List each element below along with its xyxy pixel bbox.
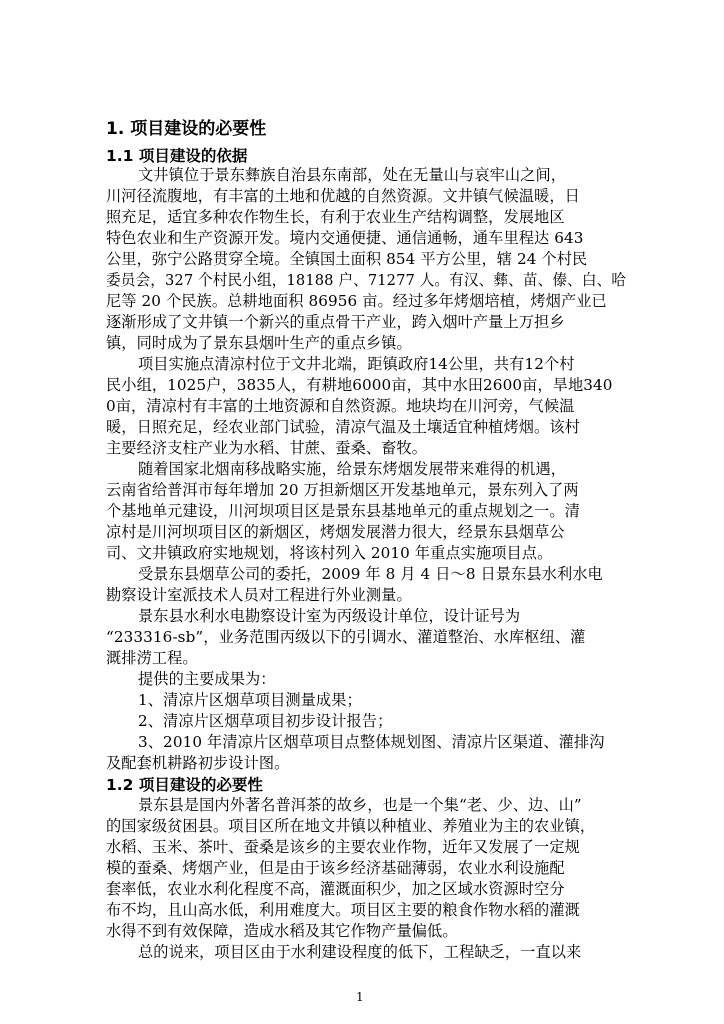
paragraph-line: 提供的主要成果为： xyxy=(138,670,276,688)
paragraph-line: 布不均，且山高水低，利用难度大。项目区主要的粮食作物水稻的灌溉 xyxy=(106,901,580,919)
paragraph-line: 云南省给普洱市每年增加 20 万担新烟区开发基地单元，景东列入了两 xyxy=(106,481,579,499)
paragraph-line: “233316-sb”，业务范围丙级以下的引调水、灌道整治、水库枢纽、灌 xyxy=(106,628,586,646)
paragraph-line: 尼等 20 个民族。总耕地面积 86956 亩。经过多年烤烟培植，烤烟产业已 xyxy=(106,292,607,310)
paragraph-line: 项目实施点清凉村位于文井北端，距镇政府14公里，共有12个村 xyxy=(138,355,575,373)
paragraph-line: 公里，弥宁公路贯穿全境。全镇国土面积 854 平方公里，辖 24 个村民 xyxy=(106,250,588,268)
paragraph-line: 川河径流腹地，有丰富的土地和优越的自然资源。文井镇气候温暖，日 xyxy=(106,187,580,205)
paragraph-line: 个基地单元建设，川河坝项目区是景东县基地单元的重点规划之一。清 xyxy=(106,502,580,520)
list-item: 1、清凉片区烟草项目测量成果； xyxy=(138,691,362,709)
paragraph-line: 模的蚕桑、烤烟产业，但是由于该乡经济基础薄弱，农业水利设施配 xyxy=(106,859,565,877)
list-item: 3、2010 年清凉片区烟草项目点整体规划图、清凉片区渠道、灌排沟 xyxy=(138,733,605,751)
paragraph-line: 景东县水利水电勘察设计室为丙级设计单位，设计证号为 xyxy=(138,607,521,625)
paragraph-line: 主要经济支柱产业为水稻、甘蔗、蚕桑、畜牧。 xyxy=(106,439,428,457)
paragraph-line: 委员会，327 个村民小组，18188 户、71277 人。有汉、彝、苗、傣、白、哈 xyxy=(106,271,627,289)
paragraph-line: 暖，日照充足，经农业部门试验，清凉气温及土壤适宜种植烤烟。该村 xyxy=(106,418,580,436)
section-heading-1-1: 1.1 项目建设的依据 xyxy=(106,147,248,165)
paragraph-line: 随着国家北烟南移战略实施，给景东烤烟发展带来难得的机遇， xyxy=(138,460,567,478)
paragraph-line: 水稻、玉米、茶叶、蚕桑是该乡的主要农业作物，近年又发展了一定规 xyxy=(106,838,580,856)
paragraph-line: 景东县是国内外著名普洱茶的故乡，也是一个集“老、少、边、山” xyxy=(138,796,582,814)
paragraph-line: 水得不到有效保障，造成水稻及其它作物产量偏低。 xyxy=(106,922,458,940)
section-heading-1-2: 1.2 项目建设的必要性 xyxy=(106,776,263,794)
paragraph-line: 0亩，清凉村有丰富的土地资源和自然资源。地块均在川河旁，气候温 xyxy=(106,397,575,415)
paragraph-line: 逐渐形成了文井镇一个新兴的重点骨干产业，跨入烟叶产量上万担乡 xyxy=(106,313,565,331)
paragraph-line: 总的说来，项目区由于水利建设程度的低下，工程缺乏，一直以来 xyxy=(138,943,582,961)
paragraph-line: 勘察设计室派技术人员对工程进行外业测量。 xyxy=(106,586,412,604)
paragraph-line: 溉排涝工程。 xyxy=(106,649,198,667)
list-item: 2、清凉片区烟草项目初步设计报告； xyxy=(138,712,393,730)
page-number: 1 xyxy=(356,990,364,1004)
chapter-heading: 1. 项目建设的必要性 xyxy=(106,119,267,139)
paragraph-line: 司、文井镇政府实地规划，将该村列入 2010 年重点实施项目点。 xyxy=(106,544,553,562)
paragraph-line: 凉村是川河坝项目区的新烟区，烤烟发展潜力很大，经景东县烟草公 xyxy=(106,523,565,541)
paragraph-line: 照充足，适宜多种农作物生长，有利于农业生产结构调整，发展地区 xyxy=(106,208,565,226)
paragraph-line: 及配套机耕路初步设计图。 xyxy=(106,754,290,772)
paragraph-line: 的国家级贫困县。项目区所在地文井镇以种植业、养殖业为主的农业镇， xyxy=(106,817,596,835)
paragraph-line: 文井镇位于景东彝族自治县东南部，处在无量山与哀牢山之间， xyxy=(138,166,567,184)
paragraph-line: 特色农业和生产资源开发。境内交通便捷、通信通畅，通车里程达 643 xyxy=(106,229,584,247)
paragraph-line: 受景东县烟草公司的委托，2009 年 8 月 4 日～8 日景东县水利水电 xyxy=(138,565,603,583)
paragraph-line: 民小组，1025户，3835人，有耕地6000亩，其中水田2600亩，旱地340 xyxy=(106,376,613,394)
paragraph-line: 套率低，农业水利化程度不高，灌溉面积少，加之区域水资源时空分 xyxy=(106,880,565,898)
paragraph-line: 镇，同时成为了景东县烟叶生产的重点乡镇。 xyxy=(106,334,412,352)
